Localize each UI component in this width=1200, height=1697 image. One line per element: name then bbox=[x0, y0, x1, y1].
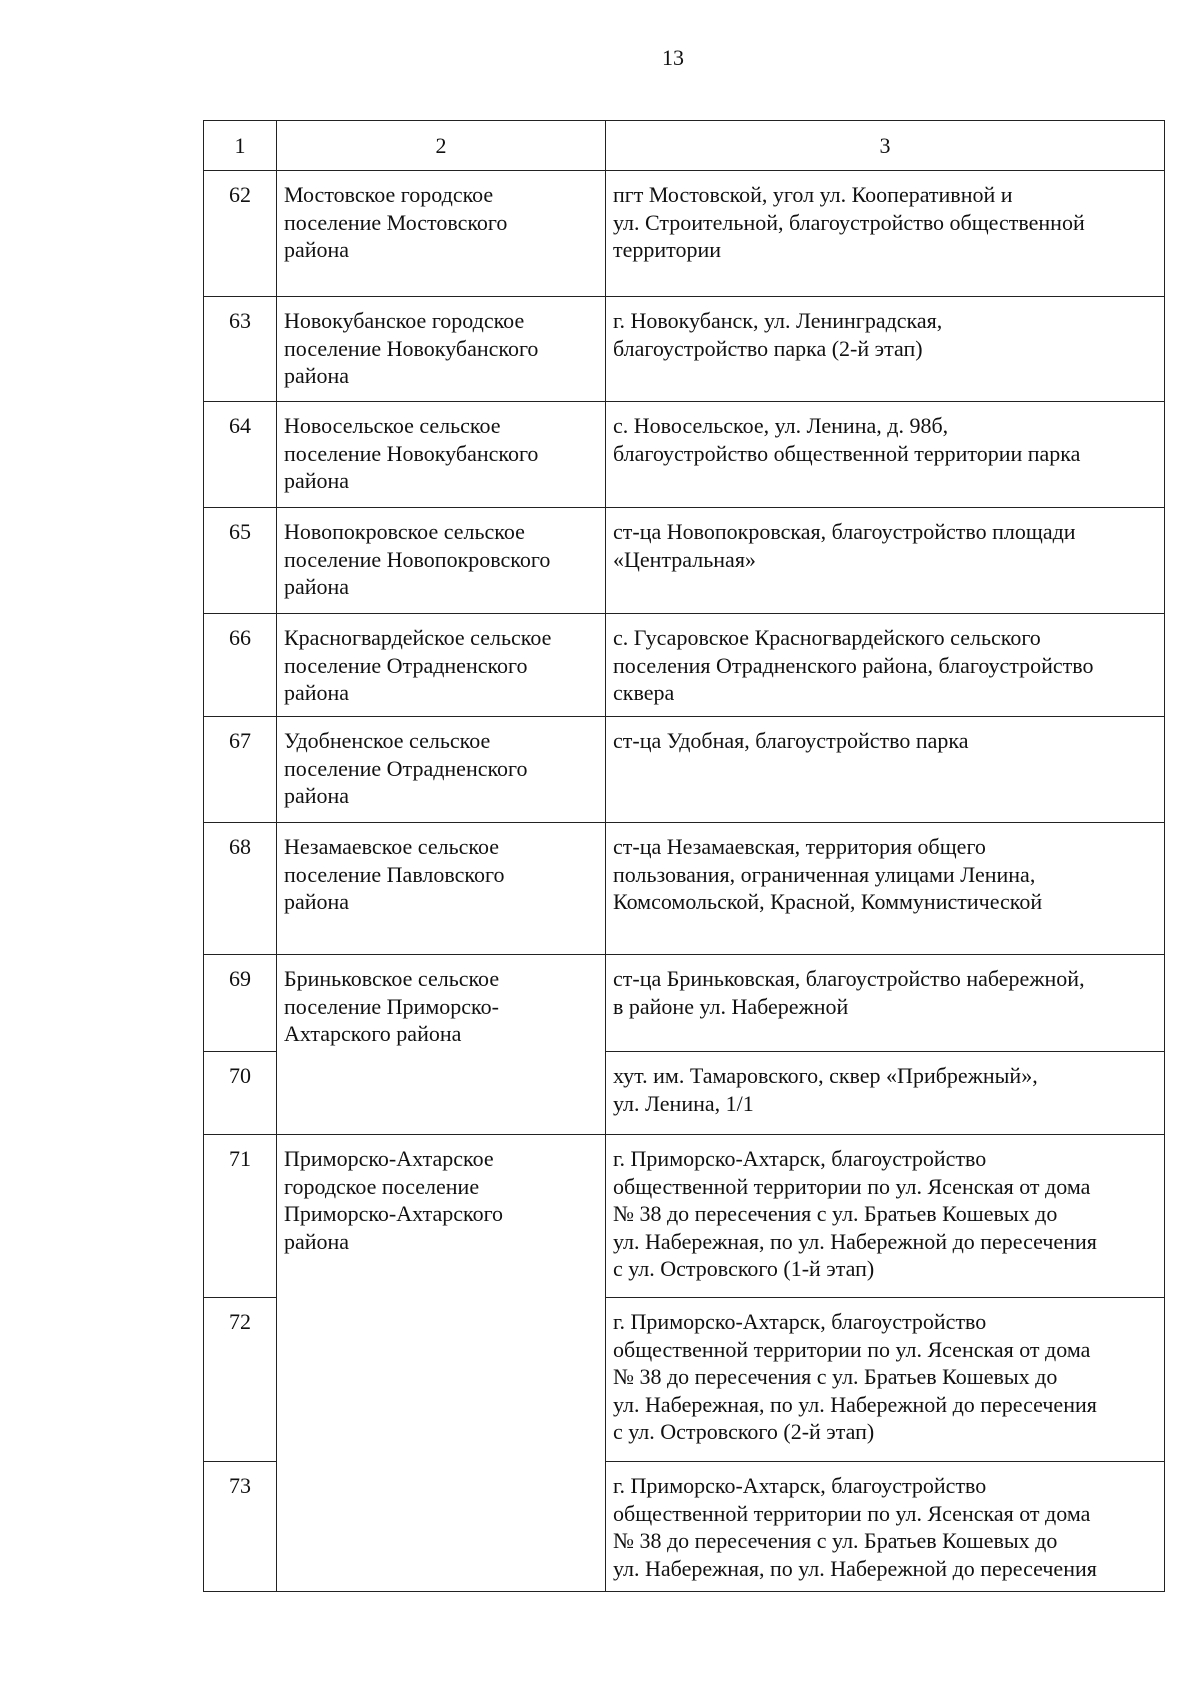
table-row bbox=[204, 823, 1165, 955]
object-cell: хут. им. Тамаровского, сквер «Прибрежный», ул. Ленина, 1/1 bbox=[606, 1052, 1165, 1135]
row-number: 70 bbox=[204, 1052, 277, 1135]
table-header-row bbox=[204, 121, 1165, 171]
row-number: 72 bbox=[204, 1298, 277, 1462]
header-col-1: 1 bbox=[204, 121, 277, 171]
object-table bbox=[203, 120, 1165, 1592]
object-cell: с. Гусаровское Красногвардейского сельского поселения Отрадненского района, благоустройство сквера bbox=[606, 614, 1165, 717]
row-number: 66 bbox=[204, 614, 277, 717]
municipality-cell: Новопокровское сельское поселение Новопокровского района bbox=[277, 508, 606, 614]
object-cell: ст-ца Удобная, благоустройство парка bbox=[606, 717, 1165, 823]
table-row bbox=[204, 402, 1165, 508]
object-cell: с. Новосельское, ул. Ленина, д. 98б, благоустройство общественной территории парка bbox=[606, 402, 1165, 508]
row-number: 65 bbox=[204, 508, 277, 614]
municipality-cell: Новосельское сельское поселение Новокубанского района bbox=[277, 402, 606, 508]
header-col-2: 2 bbox=[277, 121, 606, 171]
row-number: 73 bbox=[204, 1462, 277, 1592]
row-number: 63 bbox=[204, 297, 277, 402]
table-row bbox=[204, 508, 1165, 614]
table-row bbox=[204, 955, 1165, 1052]
page-number: 13 bbox=[662, 45, 684, 70]
row-number: 69 bbox=[204, 955, 277, 1052]
municipality-cell: Приморско-Ахтарское городское поселение Приморско-Ахтарского района bbox=[277, 1135, 606, 1592]
object-cell: ст-ца Незамаевская, территория общего пользования, ограниченная улицами Ленина, Комсомольской, Красной, Коммунистической bbox=[606, 823, 1165, 955]
row-number: 64 bbox=[204, 402, 277, 508]
municipality-cell: Бриньковское сельское поселение Приморско- Ахтарского района bbox=[277, 955, 606, 1135]
table-row bbox=[204, 171, 1165, 297]
table-row bbox=[204, 1135, 1165, 1298]
table-row bbox=[204, 614, 1165, 717]
row-number: 62 bbox=[204, 171, 277, 297]
municipality-cell: Мостовское городское поселение Мостовского района bbox=[277, 171, 606, 297]
object-cell: г. Новокубанск, ул. Ленинградская, благоустройство парка (2-й этап) bbox=[606, 297, 1165, 402]
municipality-cell: Удобненское сельское поселение Отрадненского района bbox=[277, 717, 606, 823]
table-row bbox=[204, 297, 1165, 402]
object-cell: г. Приморско-Ахтарск, благоустройство общественной территории по ул. Ясенская от дома № 38 до пересечения с ул. Братьев Кошевых до ул. Набережная, по ул. Набережной до пересечения с ул. Островского (2-й этап) bbox=[606, 1298, 1165, 1462]
table-row bbox=[204, 717, 1165, 823]
object-cell: ст-ца Новопокровская, благоустройство площади «Центральная» bbox=[606, 508, 1165, 614]
municipality-cell: Новокубанское городское поселение Новокубанского района bbox=[277, 297, 606, 402]
object-cell: пгт Мостовской, угол ул. Кооперативной и ул. Строительной, благоустройство общественной территории bbox=[606, 171, 1165, 297]
row-number: 68 bbox=[204, 823, 277, 955]
row-number: 67 bbox=[204, 717, 277, 823]
object-cell: ст-ца Бриньковская, благоустройство набережной, в районе ул. Набережной bbox=[606, 955, 1165, 1052]
object-cell: г. Приморско-Ахтарск, благоустройство общественной территории по ул. Ясенская от дома № 38 до пересечения с ул. Братьев Кошевых до ул. Набережная, по ул. Набережной до пересечения bbox=[606, 1462, 1165, 1592]
row-number: 71 bbox=[204, 1135, 277, 1298]
object-cell: г. Приморско-Ахтарск, благоустройство общественной территории по ул. Ясенская от дома № 38 до пересечения с ул. Братьев Кошевых до ул. Набережная, по ул. Набережной до пересечения с ул. Островского (1-й этап) bbox=[606, 1135, 1165, 1298]
municipality-cell: Незамаевское сельское поселение Павловского района bbox=[277, 823, 606, 955]
municipality-cell: Красногвардейское сельское поселение Отрадненского района bbox=[277, 614, 606, 717]
header-col-3: 3 bbox=[606, 121, 1165, 171]
